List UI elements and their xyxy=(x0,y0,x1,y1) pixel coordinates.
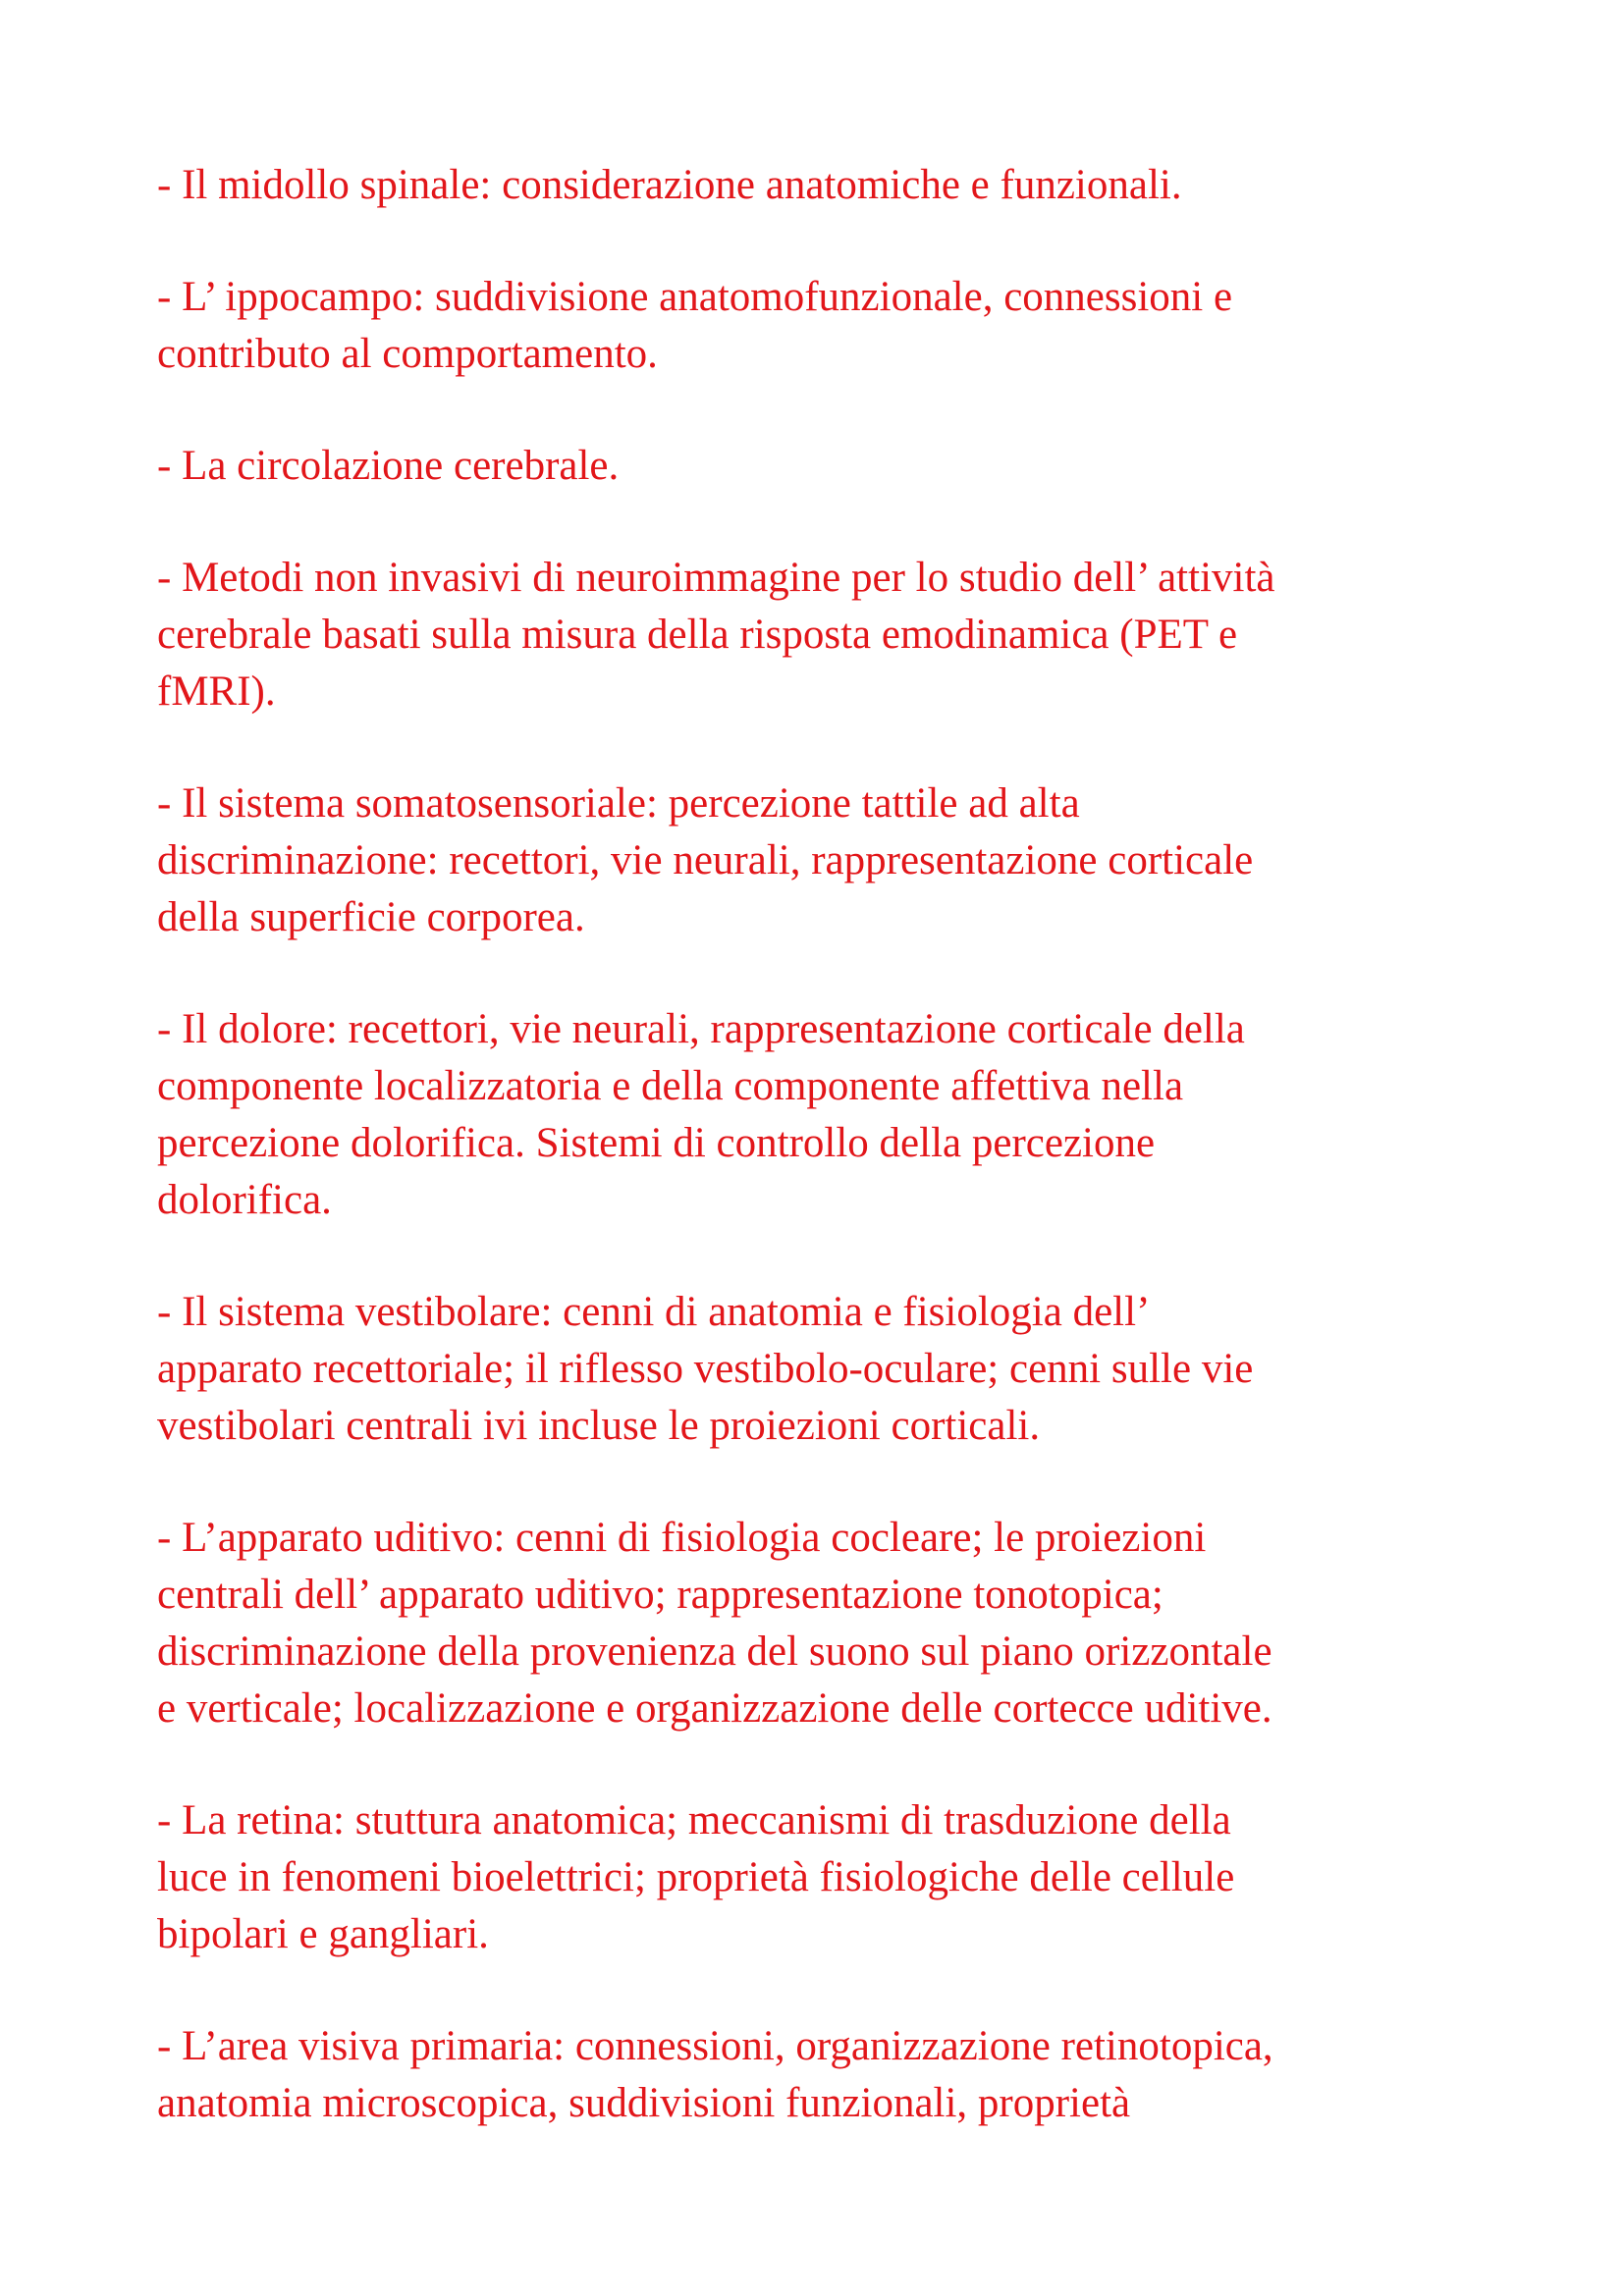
text-line: cerebrale basati sulla misura della risposta emodinamica (PET e xyxy=(157,612,1238,658)
list-item xyxy=(157,438,1492,495)
text-line: fMRI). xyxy=(157,668,276,715)
text-line: - Il sistema somatosensoriale: percezione tattile ad alta xyxy=(157,780,1080,827)
text-line: - La circolazione cerebrale. xyxy=(157,443,620,489)
list-item xyxy=(157,1792,1492,1963)
text-line: - Metodi non invasivi di neuroimmagine per lo studio dell’ attività xyxy=(157,555,1275,601)
text-line: centrali dell’ apparato uditivo; rappresentazione tonotopica; xyxy=(157,1572,1163,1618)
text-line: della superficie corporea. xyxy=(157,894,585,940)
text-line: - L’ ippocampo: suddivisione anatomofunzionale, connessioni e xyxy=(157,274,1233,320)
list-item xyxy=(157,1001,1492,1229)
text-line: dolorifica. xyxy=(157,1177,332,1223)
text-line: - La retina: stuttura anatomica; meccanismi di trasduzione della xyxy=(157,1797,1231,1843)
text-line: vestibolari centrali ivi incluse le proiezioni corticali. xyxy=(157,1403,1041,1449)
list-item xyxy=(157,775,1492,946)
text-line: - L’area visiva primaria: connessioni, organizzazione retinotopica, xyxy=(157,2023,1273,2069)
list-item xyxy=(157,2018,1492,2132)
list-item xyxy=(157,269,1492,383)
text-line: - Il midollo spinale: considerazione anatomiche e funzionali. xyxy=(157,162,1182,208)
syllabus-list xyxy=(157,157,1492,2187)
text-line: componente localizzatoria e della componente affettiva nella xyxy=(157,1063,1184,1109)
text-line: e verticale; localizzazione e organizzazione delle cortecce uditive. xyxy=(157,1685,1272,1732)
text-line: luce in fenomeni bioelettrici; proprietà fisiologiche delle cellule xyxy=(157,1854,1235,1900)
text-line: - L’apparato uditivo: cenni di fisiologia cocleare; le proiezioni xyxy=(157,1515,1207,1561)
text-line: discriminazione della provenienza del suono sul piano orizzontale xyxy=(157,1629,1272,1675)
text-line: apparato recettoriale; il riflesso vestibolo-oculare; cenni sulle vie xyxy=(157,1346,1254,1392)
text-line: anatomia microscopica, suddivisioni funzionali, proprietà xyxy=(157,2080,1131,2126)
text-line: bipolari e gangliari. xyxy=(157,1911,489,1957)
text-line: discriminazione: recettori, vie neurali, rappresentazione corticale xyxy=(157,837,1254,883)
list-item xyxy=(157,1284,1492,1455)
list-item xyxy=(157,1510,1492,1737)
text-line: - Il sistema vestibolare: cenni di anatomia e fisiologia dell’ xyxy=(157,1289,1151,1335)
text-line: - Il dolore: recettori, vie neurali, rappresentazione corticale della xyxy=(157,1006,1245,1052)
text-line: percezione dolorifica. Sistemi di controllo della percezione xyxy=(157,1120,1156,1166)
list-item xyxy=(157,550,1492,721)
list-item xyxy=(157,157,1492,214)
text-line: contributo al comportamento. xyxy=(157,331,658,377)
